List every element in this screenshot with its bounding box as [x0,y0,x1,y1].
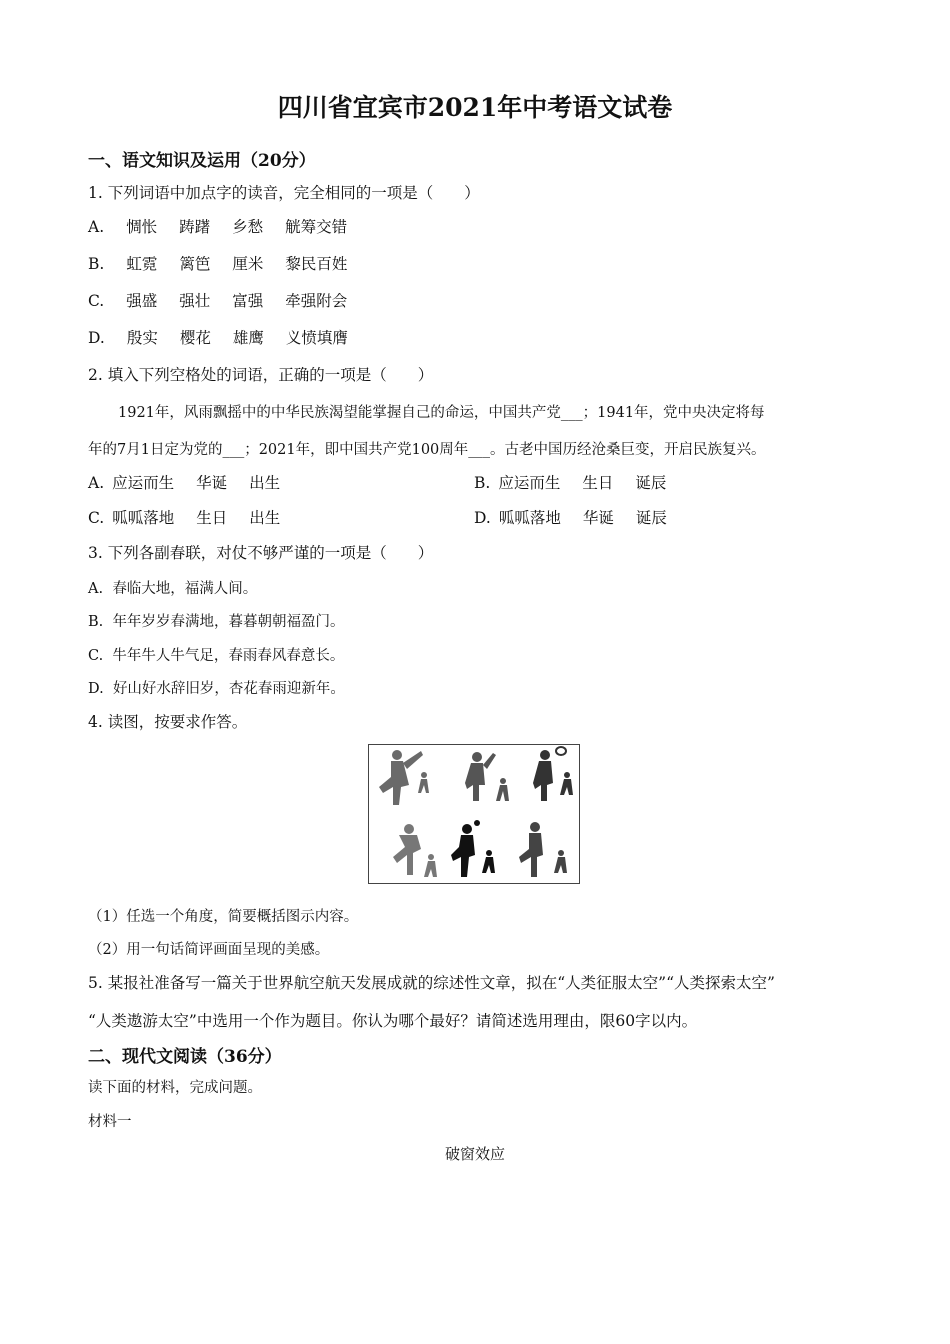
couplet-text: 年年岁岁春满地，暮暮朝朝福盈门。 [112,614,345,630]
q3-option-d[interactable] [88,677,345,698]
q3-option-a[interactable] [88,577,257,598]
q2-option-a[interactable] [88,471,302,493]
word: 华诞 [196,474,228,492]
q3-option-c[interactable] [88,644,344,665]
word: 厘米 [232,255,264,273]
word: 虹霓 [126,255,158,273]
option-letter: D. [88,329,105,347]
word: 殷实 [126,329,158,347]
word: 出生 [249,474,281,492]
question-1-stem: 1. 下列词语中加点字的读音，完全相同的一项是（ ） [88,184,480,202]
word: 华诞 [582,509,614,527]
word: 篱笆 [179,255,211,273]
word: 樱花 [179,329,211,347]
option-letter: A. [88,581,104,597]
option-letter: B. [474,474,491,492]
option-letter: B. [88,255,105,273]
q2-passage-line-2: 年的7月1日定为党的___；2021年，即中国共产党100周年___。古老中国历经沧桑巨变，开启民族复兴。 [88,442,766,458]
sports-silhouettes-figure [368,744,580,884]
option-letter: A. [88,218,105,236]
q2-passage-line-1: 1921年，风雨飘摇中的中华民族渴望能掌握自己的命运，中国共产党___；1941年，党中央决定将每 [118,405,765,421]
q1-option-c[interactable] [88,289,369,311]
word: 出生 [249,509,281,527]
question-3-stem: 3. 下列各副春联，对仗不够严谨的一项是（ ） [88,544,434,562]
word: 雄鹰 [232,329,264,347]
word: 黎民百姓 [285,255,348,273]
option-letter: C. [88,509,105,527]
word: 诞辰 [635,509,667,527]
option-letter: C. [88,648,104,664]
q3-option-b[interactable] [88,610,344,631]
material-label: 材料一 [88,1114,132,1130]
question-2-stem: 2. 填入下列空格处的词语，正确的一项是（ ） [88,366,434,384]
question-4-stem: 4. 读图，按要求作答。 [88,713,248,731]
athletes-silhouette-image [369,745,579,883]
word: 觥筹交错 [285,218,348,236]
option-letter: D. [88,681,104,697]
word: 惆怅 [126,218,158,236]
word: 应运而生 [112,474,175,492]
reading-instruction: 读下面的材料，完成问题。 [88,1080,262,1096]
section-heading-2: 二、现代文阅读（36分） [88,1047,282,1067]
question-5-line-2: “人类遨游太空”中选用一个作为题目。你认为哪个最好？请简述选用理由，限60字以内。 [88,1012,698,1030]
material-title: 破窗效应 [444,1145,505,1163]
word: 乡愁 [232,218,264,236]
q4-subquestion-1: （1）任选一个角度，简要概括图示内容。 [88,909,359,925]
word: 呱呱落地 [112,509,175,527]
section-heading-1: 一、语文知识及运用（20分） [88,151,316,171]
option-letter: D. [474,509,491,527]
q4-subquestion-2: （2）用一句话简评画面呈现的美感。 [88,942,330,958]
q1-option-b[interactable] [88,252,369,274]
word: 强壮 [179,292,211,310]
word: 踌躇 [179,218,211,236]
q1-option-d[interactable] [88,326,370,348]
couplet-text: 春临大地，福满人间。 [112,581,258,597]
option-letter: B. [88,614,104,630]
question-5-line-1: 5. 某报社准备写一篇关于世界航空航天发展成就的综述性文章，拟在“人类征服太空”“人类探索太空” [88,974,775,992]
word: 诞辰 [635,474,667,492]
word: 生日 [582,474,614,492]
couplet-text: 牛年牛人牛气足，春雨春风春意长。 [112,648,345,664]
option-letter: A. [88,474,105,492]
q2-option-d[interactable] [474,506,689,528]
word: 呱呱落地 [498,509,561,527]
option-letter: C. [88,292,105,310]
word: 牵强附会 [285,292,348,310]
q1-option-a[interactable] [88,215,369,237]
word: 应运而生 [498,474,561,492]
word: 富强 [232,292,264,310]
couplet-text: 好山好水辞旧岁，杏花春雨迎新年。 [112,681,345,697]
word: 生日 [196,509,228,527]
q2-option-c[interactable] [88,506,302,528]
word: 强盛 [126,292,158,310]
page-title: 四川省宜宾市2021年中考语文试卷 [277,93,673,122]
q2-option-b[interactable] [474,471,688,493]
word: 义愤填膺 [285,329,348,347]
